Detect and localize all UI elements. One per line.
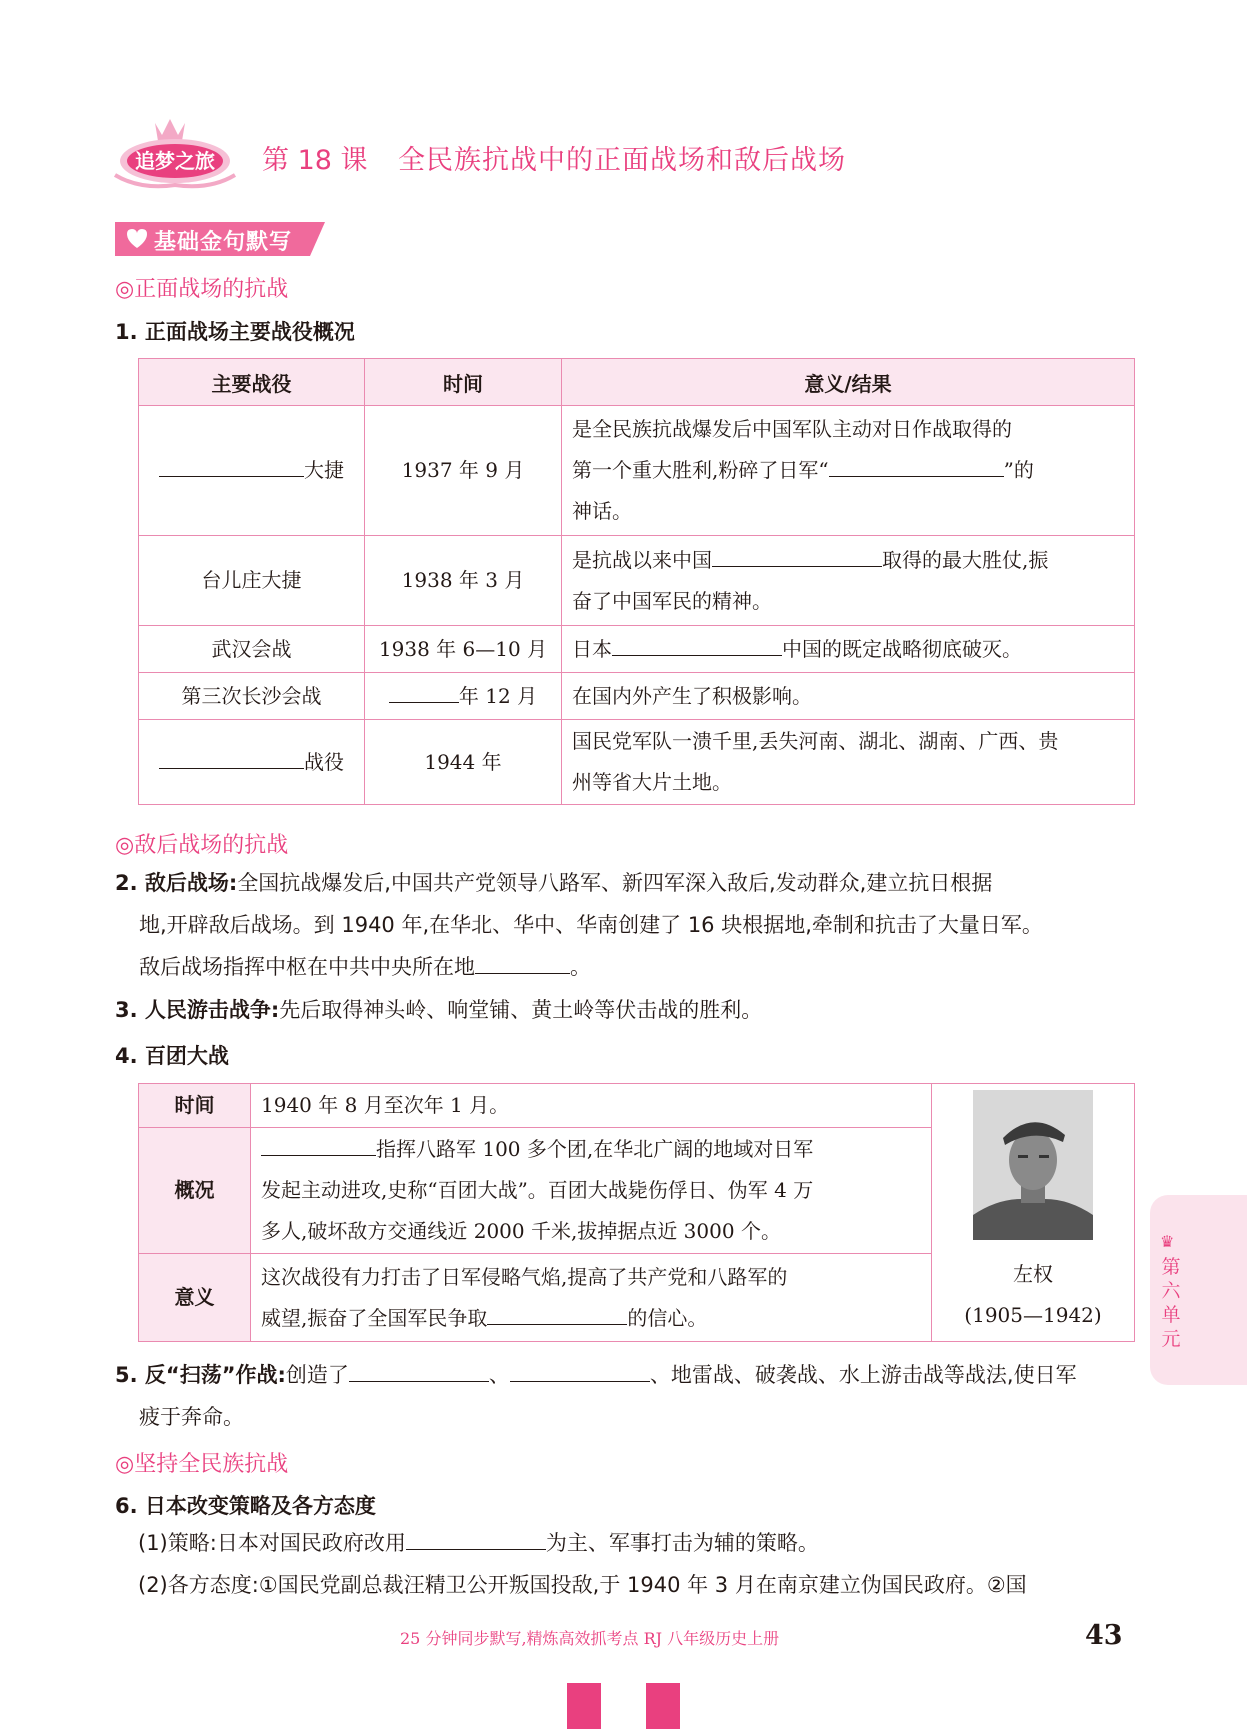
item-2 xyxy=(115,862,1135,988)
item-1-title: 1. 正面战场主要战役概况 xyxy=(115,320,355,344)
table-row xyxy=(139,720,1135,805)
item-label: 2. 敌后战场: xyxy=(115,871,238,895)
meaning-text: 是抗战以来中国 xyxy=(572,547,712,572)
row-label: 意义 xyxy=(139,1254,251,1342)
item-text: (1)策略:日本对国民政府改用 xyxy=(138,1531,406,1555)
row-label: 概况 xyxy=(139,1128,251,1254)
banner-title: 基础金句默写 xyxy=(154,230,293,255)
item-text: 为主、军事打击为辅的策略。 xyxy=(545,1531,819,1555)
battle-name: 武汉会战 xyxy=(139,626,365,673)
section-heading-3: ◎坚持全民族抗战 xyxy=(115,1452,289,1477)
row-value: 多人,破坏敌方交通线近 2000 千米,拔掉据点近 3000 个。 xyxy=(261,1219,781,1243)
meaning-text: 神话。 xyxy=(572,499,632,523)
item-3 xyxy=(115,989,762,1031)
portrait-years: (1905—1942) xyxy=(964,1302,1102,1327)
item-5 xyxy=(115,1354,1135,1438)
section-heading-1: ◎正面战场的抗战 xyxy=(115,277,289,302)
portrait-photo xyxy=(973,1090,1093,1240)
section-heading-2: ◎敌后战场的抗战 xyxy=(115,833,289,858)
item-text: 、 xyxy=(488,1363,510,1387)
battle-time: 1944 年 xyxy=(365,720,562,805)
unit-label: 第六单元 xyxy=(1161,1256,1181,1350)
meaning-text: 奋了中国军民的精神。 xyxy=(572,588,772,613)
battle-name: 第三次长沙会战 xyxy=(139,673,365,720)
battle-name: 战役 xyxy=(304,749,344,774)
meaning-text: 日本 xyxy=(572,636,612,661)
item-6-title: 6. 日本改变策略及各方态度 xyxy=(115,1494,376,1518)
meaning-text: 第一个重大胜利,粉碎了日军“ xyxy=(572,458,829,482)
column-header: 主要战役 xyxy=(139,359,365,406)
meaning-text: ”的 xyxy=(1003,458,1034,482)
hundred-regiments-table xyxy=(138,1083,1135,1342)
item-text: (2)各方态度:①国民党副总裁汪精卫公开叛国投敌,于 1940 年 3 月在南京建立伪国民政府。②国 xyxy=(138,1573,1027,1597)
battle-time: 1937 年 9 月 xyxy=(365,406,562,536)
item-label: 5. 反“扫荡”作战: xyxy=(115,1363,286,1387)
table-row xyxy=(139,1084,1135,1128)
table-row xyxy=(139,626,1135,673)
meaning-text: 在国内外产生了积极影响。 xyxy=(562,673,1135,720)
battle-time: 1938 年 3 月 xyxy=(365,536,562,626)
brand-logo xyxy=(110,115,240,195)
logo-text: 追梦之旅 xyxy=(135,149,215,173)
table-row xyxy=(139,406,1135,536)
item-text: 全国抗战爆发后,中国共产党领导八路军、新四军深入敌后,发动群众,建立抗日根据 xyxy=(237,871,993,895)
meaning-text: 中国的既定战略彻底破灭。 xyxy=(782,636,1022,661)
page-number: 43 xyxy=(1085,1620,1123,1651)
table-row xyxy=(139,673,1135,720)
battle-time: 1938 年 6—10 月 xyxy=(365,626,562,673)
item-text: 创造了 xyxy=(285,1363,349,1387)
footer-mark xyxy=(567,1683,601,1729)
row-label: 时间 xyxy=(139,1084,251,1128)
row-value: 的信心。 xyxy=(627,1305,708,1330)
portrait-name: 左权 xyxy=(1013,1261,1053,1286)
item-text: 敌后战场指挥中枢在中共中央所在地 xyxy=(139,955,475,979)
item-6 xyxy=(138,1522,1138,1606)
row-value: 发起主动进攻,史称“百团大战”。百团大战毙伤俘日、伪军 4 万 xyxy=(261,1178,814,1202)
row-value: 这次战役有力打击了日军侵略气焰,提高了共产党和八路军的 xyxy=(261,1264,788,1289)
item-text: 。 xyxy=(570,955,591,979)
item-4-title: 4. 百团大战 xyxy=(115,1044,229,1068)
footer-text: 25 分钟同步默写,精炼高效抓考点 RJ 八年级历史上册 xyxy=(400,1629,780,1648)
meaning-text: 取得的最大胜仗,振 xyxy=(882,547,1049,572)
crown-icon: ♛ xyxy=(1160,1232,1175,1251)
battle-name: 大捷 xyxy=(304,458,344,482)
row-value: 1940 年 8 月至次年 1 月。 xyxy=(251,1084,932,1128)
battle-time: 年 12 月 xyxy=(458,683,538,708)
lesson-title: 全民族抗战中的正面战场和敌后战场 xyxy=(398,145,846,176)
row-value: 指挥八路军 100 多个团,在华北广阔的地域对日军 xyxy=(376,1137,814,1161)
row-value: 威望,振奋了全国军民争取 xyxy=(261,1305,488,1330)
battles-table xyxy=(138,358,1135,805)
meaning-text: 国民党军队一溃千里,丢失河南、湖北、湖南、广西、贵 xyxy=(572,729,1059,753)
table-header-row xyxy=(139,359,1135,406)
meaning-text: 是全民族抗战爆发后中国军队主动对日作战取得的 xyxy=(572,417,1012,441)
meaning-text: 州等省大片土地。 xyxy=(572,770,732,794)
item-text: 先后取得神头岭、响堂铺、黄土岭等伏击战的胜利。 xyxy=(279,998,763,1022)
item-text: 、地雷战、破袭战、水上游击战等战法,使日军 xyxy=(649,1363,1077,1387)
footer-mark xyxy=(646,1683,680,1729)
item-text: 疲于奔命。 xyxy=(139,1405,244,1429)
item-label: 3. 人民游击战争: xyxy=(115,998,280,1022)
table-row xyxy=(139,536,1135,626)
column-header: 时间 xyxy=(365,359,562,406)
column-header: 意义/结果 xyxy=(562,359,1135,406)
lesson-number: 第 18 课 xyxy=(262,145,368,176)
battle-name: 台儿庄大捷 xyxy=(139,536,365,626)
item-text: 地,开辟敌后战场。到 1940 年,在华北、华中、华南创建了 16 块根据地,牵制和抗击了大量日军。 xyxy=(139,913,1043,937)
